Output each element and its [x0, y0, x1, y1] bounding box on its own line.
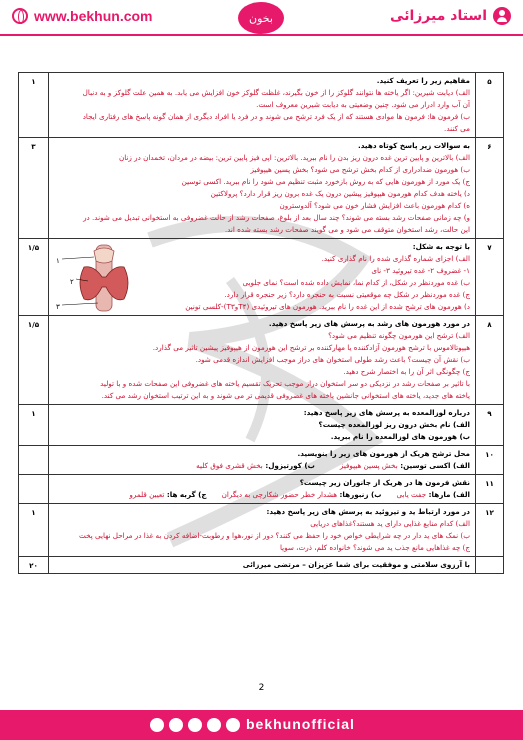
question-number: ۹	[476, 405, 504, 446]
question-row	[19, 405, 504, 446]
answer-text: الف) کدام منابع غذایی دارای ید هستند؟غذاهای دریایی	[310, 519, 470, 528]
page-number: 2	[258, 683, 265, 693]
answer-text: بخش پسین هیپوفیز	[339, 461, 398, 470]
teacher-name-text: استاد میرزائی	[390, 8, 487, 24]
question-body	[49, 557, 476, 574]
questions-table	[18, 72, 504, 574]
question-number: ۸	[476, 316, 504, 405]
answer-text: این حالت، رشد استخوان متوقف می شود و می گویند صفحات رشد بسته شده اند.	[224, 225, 470, 234]
answer-text: آن آب وارد ادرار می شود. چنین وضعیتی به دیابت شیرین معروف است.	[256, 100, 470, 109]
answer-text: ۱- غضروف ۲- غده تیروئید ۳- نای	[371, 266, 470, 275]
question-score: ۱	[19, 73, 49, 138]
question-body	[49, 316, 476, 405]
question-number: ۱۲	[476, 504, 504, 557]
footer-handle[interactable]: bekhunofficial	[246, 716, 355, 732]
answer-text: ب) هورمون ضدادراری از کدام بخش ترشح می شود؟ بخش پسین هیپوفیز	[250, 165, 470, 174]
question-number: ۱۰	[476, 446, 504, 475]
answer-text: ج) یک مورد از هورمون هایی که به روش بازخورد مثبت تنظیم می شود را نام ببرید. اکسی توسین	[181, 177, 470, 186]
question-number	[476, 557, 504, 574]
question-score: ۲۰	[19, 557, 49, 574]
question-body	[49, 504, 476, 557]
user-icon	[493, 7, 511, 25]
question-text: درباره لوزالمعده به پرسش های زیر پاسخ دهید:	[303, 408, 470, 417]
question-score: ۱	[19, 504, 49, 557]
social-icons	[150, 718, 240, 732]
question-text: با آرزوی سلامتی و موفقیت برای شما عزیزان – مرتضی میرزائی	[242, 560, 470, 569]
answer-text: ب) نقش آن چیست؟ باعث رشد طولی استخوان های دراز موجب افزایش اندازه قدمی شود.	[195, 355, 470, 364]
thyroid-diagram-icon	[54, 243, 154, 313]
answer-line	[54, 460, 470, 472]
question-body	[49, 405, 476, 446]
question-text: با توجه به شکل:	[412, 242, 470, 251]
site-url[interactable]	[12, 8, 153, 24]
youtube-icon[interactable]	[188, 718, 202, 732]
answer-text: د) یاخته هدف کدام هورمون هیپوفیز پیشین درون یک غده برون ریز قرار دارد؟ پرولاکتین	[210, 189, 470, 198]
question-score: ۱/۵	[19, 316, 49, 405]
answer-text: می کنند.	[444, 124, 470, 133]
question-text: مفاهیم زیر را تعریف کنید.	[376, 76, 470, 85]
question-number: ۱۱	[476, 475, 504, 504]
figure-label: ۳	[56, 303, 60, 311]
page-header	[0, 0, 523, 36]
question-row	[19, 446, 504, 475]
answer-text: بخش قشری فوق کلیه	[196, 461, 263, 470]
question-text: الف) مارها:	[426, 490, 470, 499]
aparat-icon[interactable]	[207, 718, 221, 732]
question-row	[19, 475, 504, 504]
teacher-name	[390, 7, 511, 25]
question-text: در مورد ارتباط ید و تیروئید به پرسش های زیر پاسخ دهید:	[266, 507, 470, 516]
question-text: نقش فرمون ها در هریک از جانوران زیر چیست؟	[299, 478, 470, 487]
question-text: محل ترشح هریک از هورمون های زیر را بنویسید.	[297, 449, 470, 458]
question-row	[19, 557, 504, 574]
question-row	[19, 73, 504, 138]
question-score: ۱/۵	[19, 239, 49, 316]
question-text: الف) اکسی توسین:	[397, 461, 470, 470]
logo-text: بخون	[249, 11, 273, 25]
answer-text: و) چه زمانی صفحات رشد بسته می شوند؟ چند سال بعد از بلوغ، صفحات رشد از حالت غضروفی به استخوانی تبدیل می شوند. در	[83, 213, 470, 222]
question-number: ۵	[476, 73, 504, 138]
question-body	[49, 239, 476, 316]
thyroid-figure	[54, 243, 154, 313]
figure-label: ۲	[70, 278, 74, 286]
answer-text: با تاثیر بر صفحات رشد در نزدیکی دو سر استخوان دراز موجب تحریک تقسیم یاخته های غضروفی این صفحات شده و با تولید	[100, 379, 470, 388]
answer-text: تعیین قلمرو	[129, 490, 165, 499]
answer-text: هیپوتالاموس با ترشح هورمون آزادکننده یا مهارکننده بر ترشح این هورمون از هیپوفیز پیشین تاثیر می گذارد.	[152, 343, 470, 352]
question-row	[19, 504, 504, 557]
question-text: الف) نام بخش درون ریز لوزالمعده چیست؟	[318, 420, 470, 429]
answer-text: الف) ترشح این هورمون چگونه تنظیم می شود؟	[328, 331, 470, 340]
question-text: ب) هورمون های لوزالمعده را نام ببرید.	[330, 432, 470, 441]
answer-line	[54, 489, 470, 501]
brand-logo	[238, 2, 284, 34]
question-text: ب) زنبورها:	[337, 490, 397, 499]
question-number: ۷	[476, 239, 504, 316]
answer-text: ب) غده موردنظر در شکل، از کدام نما، نمایش داده شده است؟ نمای جلویی	[242, 278, 470, 287]
question-score: ۳	[19, 138, 49, 239]
answer-text: الف) اجزای شماره گذاری شده را نام گذاری کنید.	[321, 254, 470, 263]
answer-text: ج) چه غذاهایی مانع جذب ید می شوند؟ خانواده کلم، ذرت، سویا	[279, 543, 470, 552]
question-score: ۱	[19, 405, 49, 446]
question-body	[49, 138, 476, 239]
question-number: ۶	[476, 138, 504, 239]
whatsapp-icon[interactable]	[226, 718, 240, 732]
answer-text: یاخته های جدید، یاخته های استخوانی جانشین یاخته های غضروفی قدیمی تر می شوند و به این ترتیب استخوان رشد می کند.	[101, 391, 470, 400]
figure-label: ۱	[56, 257, 60, 265]
question-row	[19, 316, 504, 405]
answer-text: هشدار خطر حضور شکارچی به دیگران	[221, 490, 338, 499]
answer-text: ب) فرمون ها: فرمون ها موادی هستند که از یک فرد ترشح می شوند و در فرد یا افراد دیگری از همان گونه پاسخ های رفتاری ایجاد	[82, 112, 470, 121]
answer-text: ج) غده موردنظر در شکل چه موقعیتی نسبت به حنجره دارد؟ زیر حنجره قرار دارد.	[224, 290, 470, 299]
question-text: به سوالات زیر پاسخ کوتاه دهید.	[358, 141, 470, 150]
question-row	[19, 239, 504, 316]
question-score	[19, 446, 49, 475]
answer-text: الف) بالاترین و پایین ترین غده درون ریز بدن را نام ببرید. بالاترین: اپی فیز پایین ترین: بیضه در مردان، تخمدان در زنان	[118, 153, 470, 162]
site-url-text: www.bekhun.com	[34, 8, 153, 24]
answer-text: جفت یابی	[396, 490, 427, 499]
instagram-icon[interactable]	[150, 718, 164, 732]
question-body	[49, 73, 476, 138]
question-text: در مورد هورمون های رشد به پرسش های زیر پاسخ دهید.	[268, 319, 470, 328]
globe-icon	[12, 8, 28, 24]
page-footer	[0, 710, 523, 740]
telegram-icon[interactable]	[169, 718, 183, 732]
question-body	[49, 475, 476, 504]
answer-text: الف) دیابت شیرین: اگر یاخته ها نتوانند گلوکز را از خون بگیرند، غلظت گلوکز خون افزایش می یابد. به همین علت گلوکز و به دنبال	[82, 88, 470, 97]
question-score	[19, 475, 49, 504]
question-body	[49, 446, 476, 475]
answer-text: ب) نمک های ید دار در چه شرایطی خواص خود را حفظ می کنند؟ دور از نور،هوا و رطوبت-اضافه کردن به غذا در مراحل نهایی پخت	[79, 531, 470, 540]
question-row	[19, 138, 504, 239]
question-text: ج) گربه ها:	[164, 490, 222, 499]
question-text: ب) کورتیزول:	[262, 461, 340, 470]
answer-text: ج) چگونگی اثر آن را به اختصار شرح دهید.	[343, 367, 470, 376]
answer-text: ه) کدام هورمون باعث افزایش فشار خون می شود؟ آلدوسترون	[279, 201, 470, 210]
answer-text: د) هورمون های ترشح شده از این غده را نام ببرید. هورمون های تیروئیدی (T۴وT۳)-کلسی تونین	[185, 302, 470, 311]
